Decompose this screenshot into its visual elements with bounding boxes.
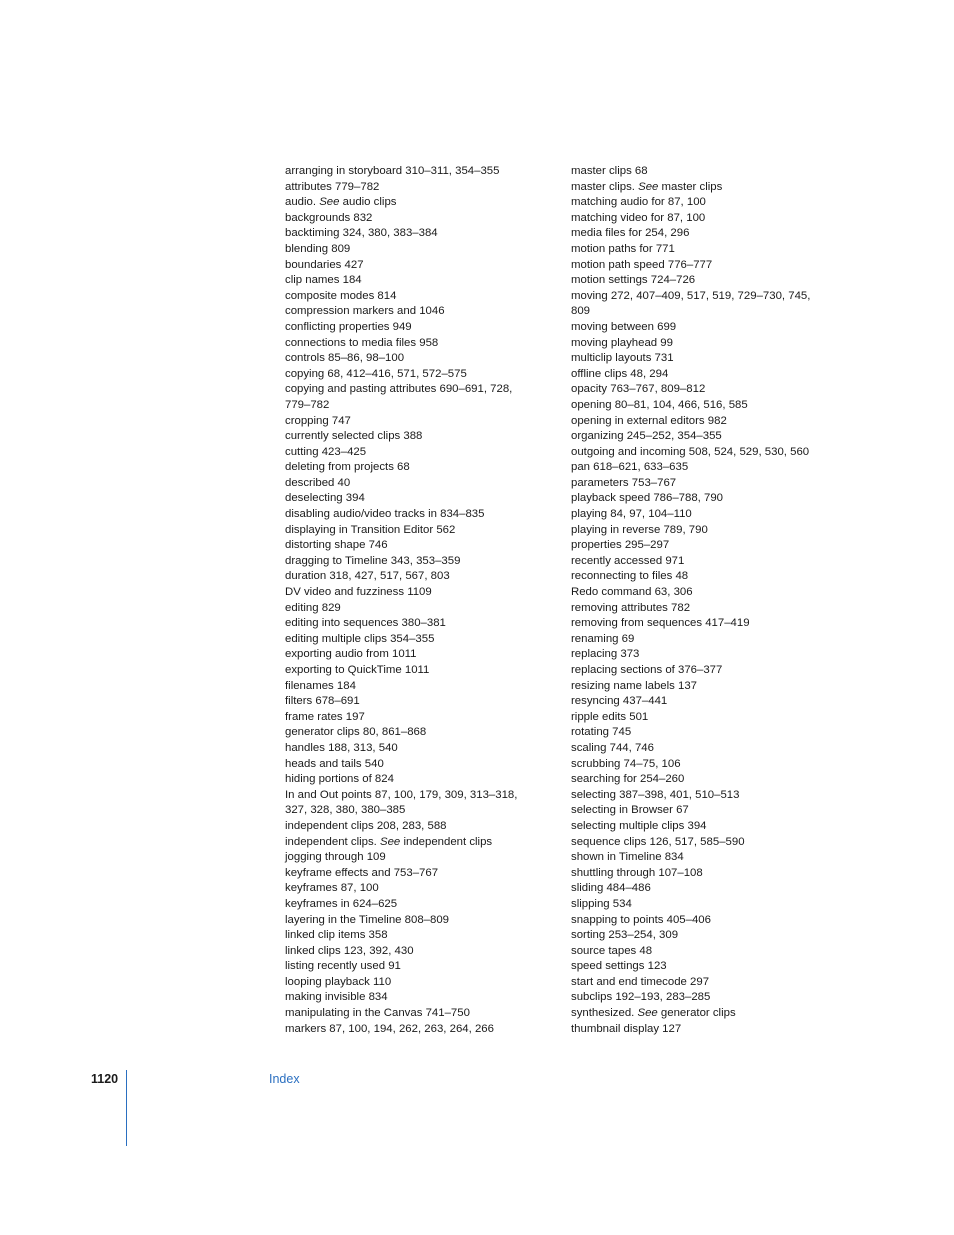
index-entry: deselecting 394: [285, 492, 365, 505]
index-entry: attributes 779–782: [285, 180, 380, 193]
index-entry: copying 68, 412–416, 571, 572–575: [285, 367, 467, 380]
index-entry: source tapes 48: [571, 944, 653, 957]
index-entry: sliding 484–486: [571, 882, 651, 895]
index-entry: scrubbing 74–75, 106: [571, 757, 681, 770]
index-column-right: [571, 164, 821, 1037]
index-entry: resizing name labels 137: [571, 679, 698, 692]
index-entry: controls 85–86, 98–100: [285, 352, 405, 365]
index-entry: offline clips 48, 294: [571, 367, 669, 380]
index-entry: filenames 184: [285, 679, 356, 692]
index-entry: keyframes 87, 100: [285, 882, 379, 895]
index-entry: linked clip items 358: [285, 929, 388, 942]
index-entry: opening in external editors 982: [571, 414, 727, 427]
index-entry: resyncing 437–441: [571, 695, 668, 708]
index-entry: scaling 744, 746: [571, 741, 654, 754]
index-entry: frame rates 197: [285, 710, 365, 723]
index-entry-term: independent clips.: [285, 835, 380, 848]
index-entry: exporting to QuickTime 1011: [285, 664, 430, 676]
index-entry-term: synthesized.: [571, 1007, 638, 1020]
index-entry: moving playhead 99: [571, 336, 673, 349]
see-reference: See: [638, 180, 659, 193]
index-entry: In and Out points 87, 100, 179, 309, 313–318, 327, 328, 380, 380–385: [285, 788, 518, 817]
see-reference: See: [319, 196, 340, 209]
index-entry: pan 618–621, 633–635: [571, 461, 689, 474]
index-entry: DV video and fuzziness 1109: [285, 586, 432, 599]
index-entry: moving between 699: [571, 320, 677, 333]
index-entry: playback speed 786–788, 790: [571, 492, 723, 505]
index-entry: speed settings 123: [571, 960, 667, 973]
index-entry-target: independent clips: [400, 835, 493, 848]
index-entry: thumbnail display 127: [571, 1022, 682, 1035]
index-entry: matching video for 87, 100: [571, 211, 706, 224]
index-entry: removing attributes 782: [571, 601, 691, 614]
index-entry: looping playback 110: [285, 975, 392, 988]
index-entry: selecting multiple clips 394: [571, 819, 707, 832]
index-entry: moving 272, 407–409, 517, 519, 729–730, 745, 809: [571, 289, 811, 318]
index-entry: sequence clips 126, 517, 585–590: [571, 835, 745, 848]
index-entry: start and end timecode 297: [571, 975, 710, 988]
index-entry: making invisible 834: [285, 991, 388, 1004]
index-entry: shuttling through 107–108: [571, 866, 703, 879]
index-entry: [571, 1006, 821, 1022]
index-entry: properties 295–297: [571, 539, 670, 552]
index-entry: reconnecting to files 48: [571, 570, 689, 583]
index-entry: handles 188, 313, 540: [285, 741, 398, 754]
index-entry: master clips 68: [571, 165, 648, 177]
index-entry: [285, 195, 535, 211]
index-entry: backgrounds 832: [285, 211, 373, 224]
see-reference: See: [637, 1007, 658, 1020]
index-entry: replacing 373: [571, 648, 640, 661]
index-entry: connections to media files 958: [285, 336, 439, 349]
index-entry: backtiming 324, 380, 383–384: [285, 227, 438, 240]
index-entry: slipping 534: [571, 897, 632, 910]
index-entry: replacing sections of 376–377: [571, 664, 723, 676]
index-entry: markers 87, 100, 194, 262, 263, 264, 266: [285, 1022, 494, 1035]
index-entry: recently accessed 971: [571, 554, 685, 567]
index-entry: filters 678–691: [285, 695, 360, 708]
index-entry: searching for 254–260: [571, 773, 685, 786]
index-entry: organizing 245–252, 354–355: [571, 430, 722, 443]
index-entry: snapping to points 405–406: [571, 913, 711, 926]
index-entry: removing from sequences 417–419: [571, 617, 750, 630]
index-entry-target: generator clips: [657, 1007, 736, 1020]
index-entry: rotating 745: [571, 726, 632, 739]
index-entry: [571, 180, 821, 196]
index-entry: boundaries 427: [285, 258, 364, 271]
index-entry-term: audio.: [285, 196, 320, 209]
index-entry: composite modes 814: [285, 289, 397, 302]
section-title: Index: [269, 1072, 300, 1086]
index-entry: editing into sequences 380–381: [285, 617, 446, 630]
index-entry: heads and tails 540: [285, 757, 384, 770]
index-entry: editing 829: [285, 601, 341, 614]
index-entry-term: master clips.: [571, 180, 639, 193]
index-entry: media files for 254, 296: [571, 227, 690, 240]
index-entry: duration 318, 427, 517, 567, 803: [285, 570, 450, 583]
index-entry: jogging through 109: [285, 851, 386, 864]
index-entry: independent clips 208, 283, 588: [285, 819, 447, 832]
index-entry: deleting from projects 68: [285, 461, 410, 474]
index-entry: opening 80–81, 104, 466, 516, 585: [571, 398, 748, 411]
index-entry: playing in reverse 789, 790: [571, 523, 708, 536]
index-entry: manipulating in the Canvas 741–750: [285, 1007, 470, 1020]
index-entry: cropping 747: [285, 414, 351, 427]
index-entry: motion settings 724–726: [571, 274, 696, 287]
index-entry: copying and pasting attributes 690–691, 728, 779–782: [285, 383, 513, 411]
index-entry: outgoing and incoming 508, 524, 529, 530, 560: [571, 445, 810, 458]
index-entry: subclips 192–193, 283–285: [571, 991, 711, 1004]
index-entry: opacity 763–767, 809–812: [571, 383, 706, 396]
index-entry: Redo command 63, 306: [571, 586, 693, 599]
index-entry: conflicting properties 949: [285, 320, 412, 333]
index-entry: dragging to Timeline 343, 353–359: [285, 554, 461, 567]
index-entry: multiclip layouts 731: [571, 352, 674, 365]
index-entry: keyframe effects and 753–767: [285, 866, 439, 879]
index-entry-target: master clips: [658, 180, 723, 193]
index-entry: playing 84, 97, 104–110: [571, 508, 692, 521]
index-entry: compression markers and 1046: [285, 305, 445, 318]
index-entry: editing multiple clips 354–355: [285, 632, 435, 645]
footer-divider: [126, 1070, 127, 1146]
index-entry: distorting shape 746: [285, 539, 388, 552]
index-entry: cutting 423–425: [285, 445, 367, 458]
index-entry: exporting audio from 1011: [285, 648, 417, 661]
index-entry: motion path speed 776–777: [571, 258, 713, 271]
index-entry: parameters 753–767: [571, 476, 677, 489]
index-entry: arranging in storyboard 310–311, 354–355: [285, 165, 500, 177]
index-entry: selecting in Browser 67: [571, 804, 689, 817]
page-number: 1120: [91, 1072, 119, 1086]
index-entry: ripple edits 501: [571, 710, 649, 723]
index-entry: generator clips 80, 861–868: [285, 726, 427, 739]
index-entry: shown in Timeline 834: [571, 851, 684, 864]
index-column-left: [285, 164, 535, 1037]
index-entry: selecting 387–398, 401, 510–513: [571, 788, 740, 801]
index-entry: sorting 253–254, 309: [571, 929, 679, 942]
index-entry: [285, 835, 535, 851]
index-entry: listing recently used 91: [285, 960, 401, 973]
index-entry: disabling audio/video tracks in 834–835: [285, 508, 485, 521]
index-entry: described 40: [285, 476, 351, 489]
index-entry: motion paths for 771: [571, 242, 675, 255]
index-entry: displaying in Transition Editor 562: [285, 523, 456, 536]
index-entry: currently selected clips 388: [285, 430, 423, 443]
index-entry: clip names 184: [285, 274, 362, 287]
see-reference: See: [380, 835, 401, 848]
index-entry: hiding portions of 824: [285, 773, 394, 786]
index-entry: blending 809: [285, 242, 351, 255]
index-entry-target: audio clips: [339, 196, 397, 209]
index-entry: linked clips 123, 392, 430: [285, 944, 414, 957]
index-entry: keyframes in 624–625: [285, 897, 398, 910]
index-entry: matching audio for 87, 100: [571, 196, 706, 209]
index-entry: renaming 69: [571, 632, 635, 645]
index-entry: layering in the Timeline 808–809: [285, 913, 450, 926]
